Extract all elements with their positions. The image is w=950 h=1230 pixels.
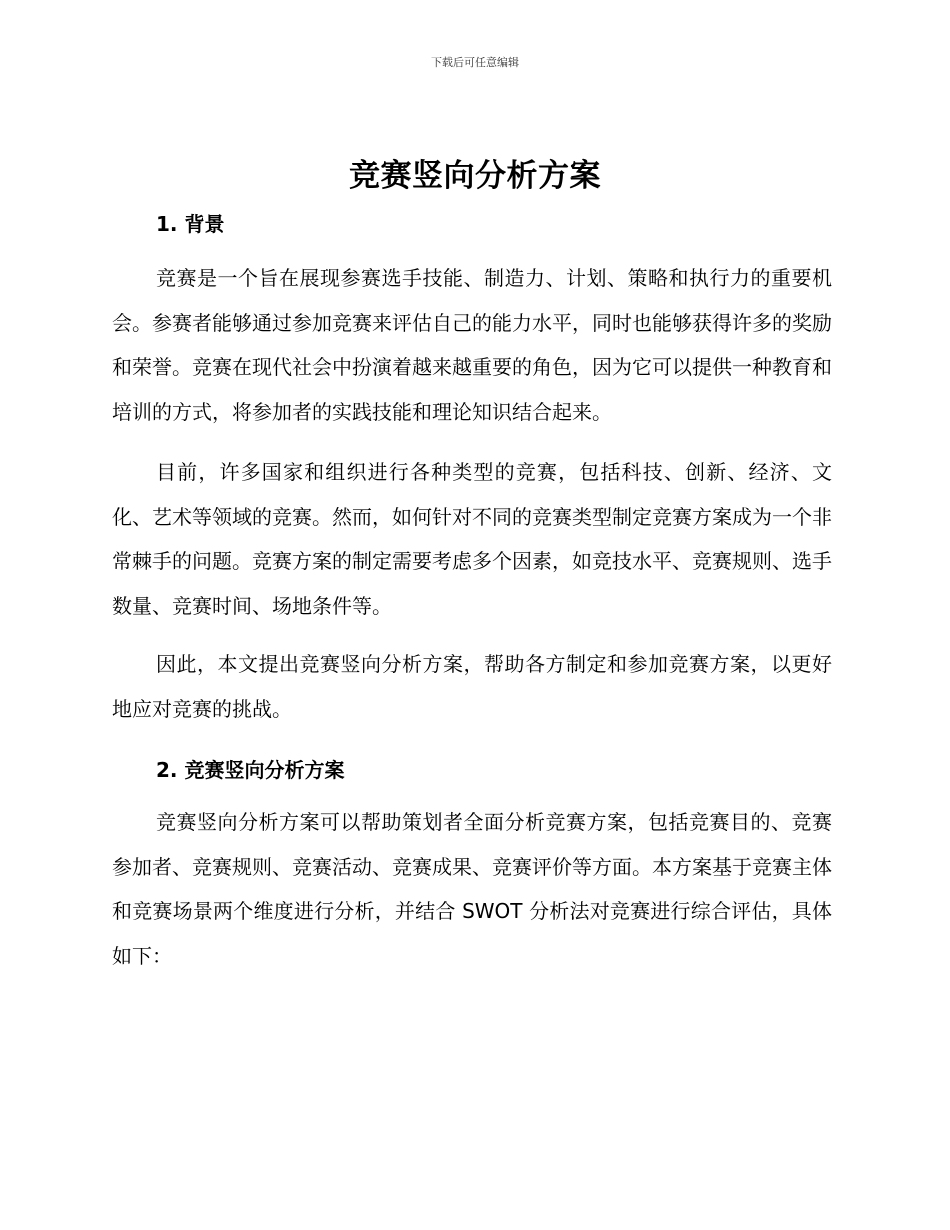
paragraph-background-1: 竞赛是一个旨在展现参赛选手技能、制造力、计划、策略和执行力的重要机会。参赛者能够通过参加竞赛来评估自己的能力水平，同时也能够获得许多的奖励和荣誉。竞赛在现代社会中扮演着越来越重要的角色，因为它可以提供一种教育和培训的方式，将参加者的实践技能和理论知识结合起来。: [112, 266, 832, 424]
section-heading-analysis-plan: 2. 竞赛竖向分析方案: [156, 758, 345, 782]
header-note: 下载后可任意编辑: [431, 56, 519, 69]
document-title: 竞赛竖向分析方案: [349, 158, 601, 194]
paragraph-background-3: 因此，本文提出竞赛竖向分析方案，帮助各方制定和参加竞赛方案，以更好地应对竞赛的挑战。: [112, 652, 832, 721]
section-heading-background: 1. 背景: [156, 212, 225, 236]
paragraph-background-2: 目前，许多国家和组织进行各种类型的竞赛，包括科技、创新、经济、文化、艺术等领域的竞赛。然而，如何针对不同的竞赛类型制定竞赛方案成为一个非常棘手的问题。竞赛方案的制定需要考虑多个因素，如竞技水平、竞赛规则、选手数量、竞赛时间、场地条件等。: [112, 460, 832, 618]
paragraph-analysis-plan-1: 竞赛竖向分析方案可以帮助策划者全面分析竞赛方案，包括竞赛目的、竞赛参加者、竞赛规则、竞赛活动、竞赛成果、竞赛评价等方面。本方案基于竞赛主体和竞赛场景两个维度进行分析，并结合 SWOT 分析法对竞赛进行综合评估，具体如下：: [112, 810, 832, 968]
